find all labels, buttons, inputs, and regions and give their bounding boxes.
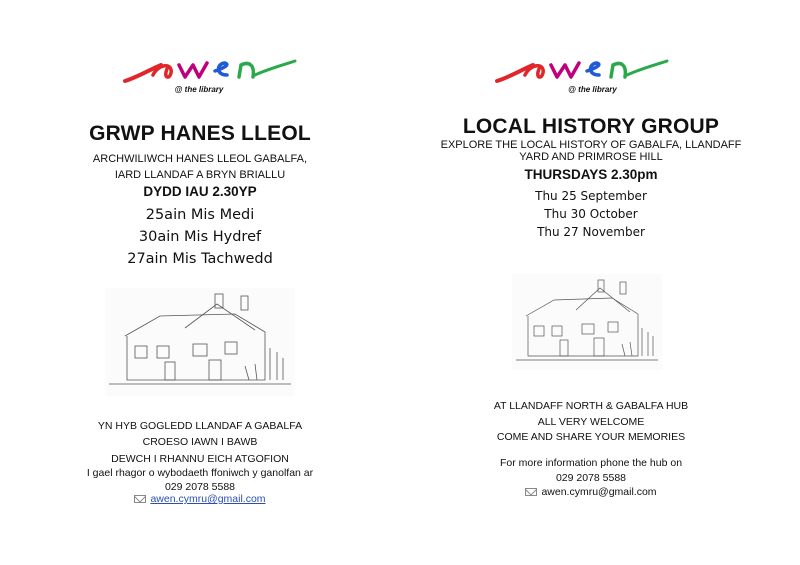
info-phone-text: I gael rhagor o wybodaeth ffoniwch y ganolfan ar bbox=[86, 467, 314, 479]
awen-logo-graphic bbox=[495, 55, 670, 85]
info-memories: DEWCH I RHANNU EICH ATGOFION bbox=[111, 453, 289, 465]
email-line bbox=[382, 486, 800, 498]
subtitle-line-2: YARD AND PRIMROSE HILL bbox=[519, 151, 663, 163]
info-phone-number: 029 2078 5588 bbox=[555, 472, 627, 484]
envelope-icon bbox=[134, 495, 146, 503]
english-flyer bbox=[400, 0, 800, 565]
building-sketch bbox=[105, 288, 295, 396]
logo-tagline: @ the library bbox=[568, 85, 617, 94]
awen-logo bbox=[123, 55, 298, 85]
logo-tagline: @ the library bbox=[174, 85, 224, 94]
date-3: Thu 27 November bbox=[537, 225, 645, 239]
meeting-time: THURSDAYS 2.30pm bbox=[524, 167, 658, 182]
email-line bbox=[0, 493, 400, 505]
building-sketch bbox=[512, 274, 662, 370]
email-link[interactable]: awen.cymru@gmail.com bbox=[150, 493, 266, 505]
info-location: AT LLANDAFF NORTH & GABALFA HUB bbox=[493, 400, 689, 412]
info-phone-number: 029 2078 5588 bbox=[164, 481, 236, 493]
date-2: 30ain Mis Hydref bbox=[138, 229, 262, 245]
date-2: Thu 30 October bbox=[544, 207, 638, 221]
awen-logo-graphic bbox=[123, 55, 298, 85]
subtitle-line-2: IARD LLANDAF A BRYN BRIALLU bbox=[114, 169, 286, 181]
date-1: 25ain Mis Medi bbox=[145, 207, 255, 223]
info-memories: COME AND SHARE YOUR MEMORIES bbox=[496, 431, 686, 443]
awen-logo bbox=[495, 55, 670, 85]
email-text: awen.cymru@gmail.com bbox=[541, 486, 657, 498]
subtitle-line-1: EXPLORE THE LOCAL HISTORY OF GABALFA, LLANDAFF bbox=[440, 139, 742, 151]
page-title: LOCAL HISTORY GROUP bbox=[462, 115, 720, 138]
info-welcome: CROESO IAWN I BAWB bbox=[142, 436, 258, 448]
info-phone-text: For more information phone the hub on bbox=[499, 457, 683, 469]
envelope-icon bbox=[525, 488, 537, 496]
date-3: 27ain Mis Tachwedd bbox=[127, 251, 273, 267]
info-welcome: ALL VERY WELCOME bbox=[537, 416, 645, 428]
date-1: Thu 25 September bbox=[535, 189, 647, 203]
info-location: YN HYB GOGLEDD LLANDAF A GABALFA bbox=[97, 420, 303, 432]
page-title: GRWP HANES LLEOL bbox=[89, 122, 311, 145]
meeting-time: DYDD IAU 2.30YP bbox=[143, 184, 257, 199]
subtitle-line-1: ARCHWILIWCH HANES LLEOL GABALFA, bbox=[92, 153, 308, 165]
